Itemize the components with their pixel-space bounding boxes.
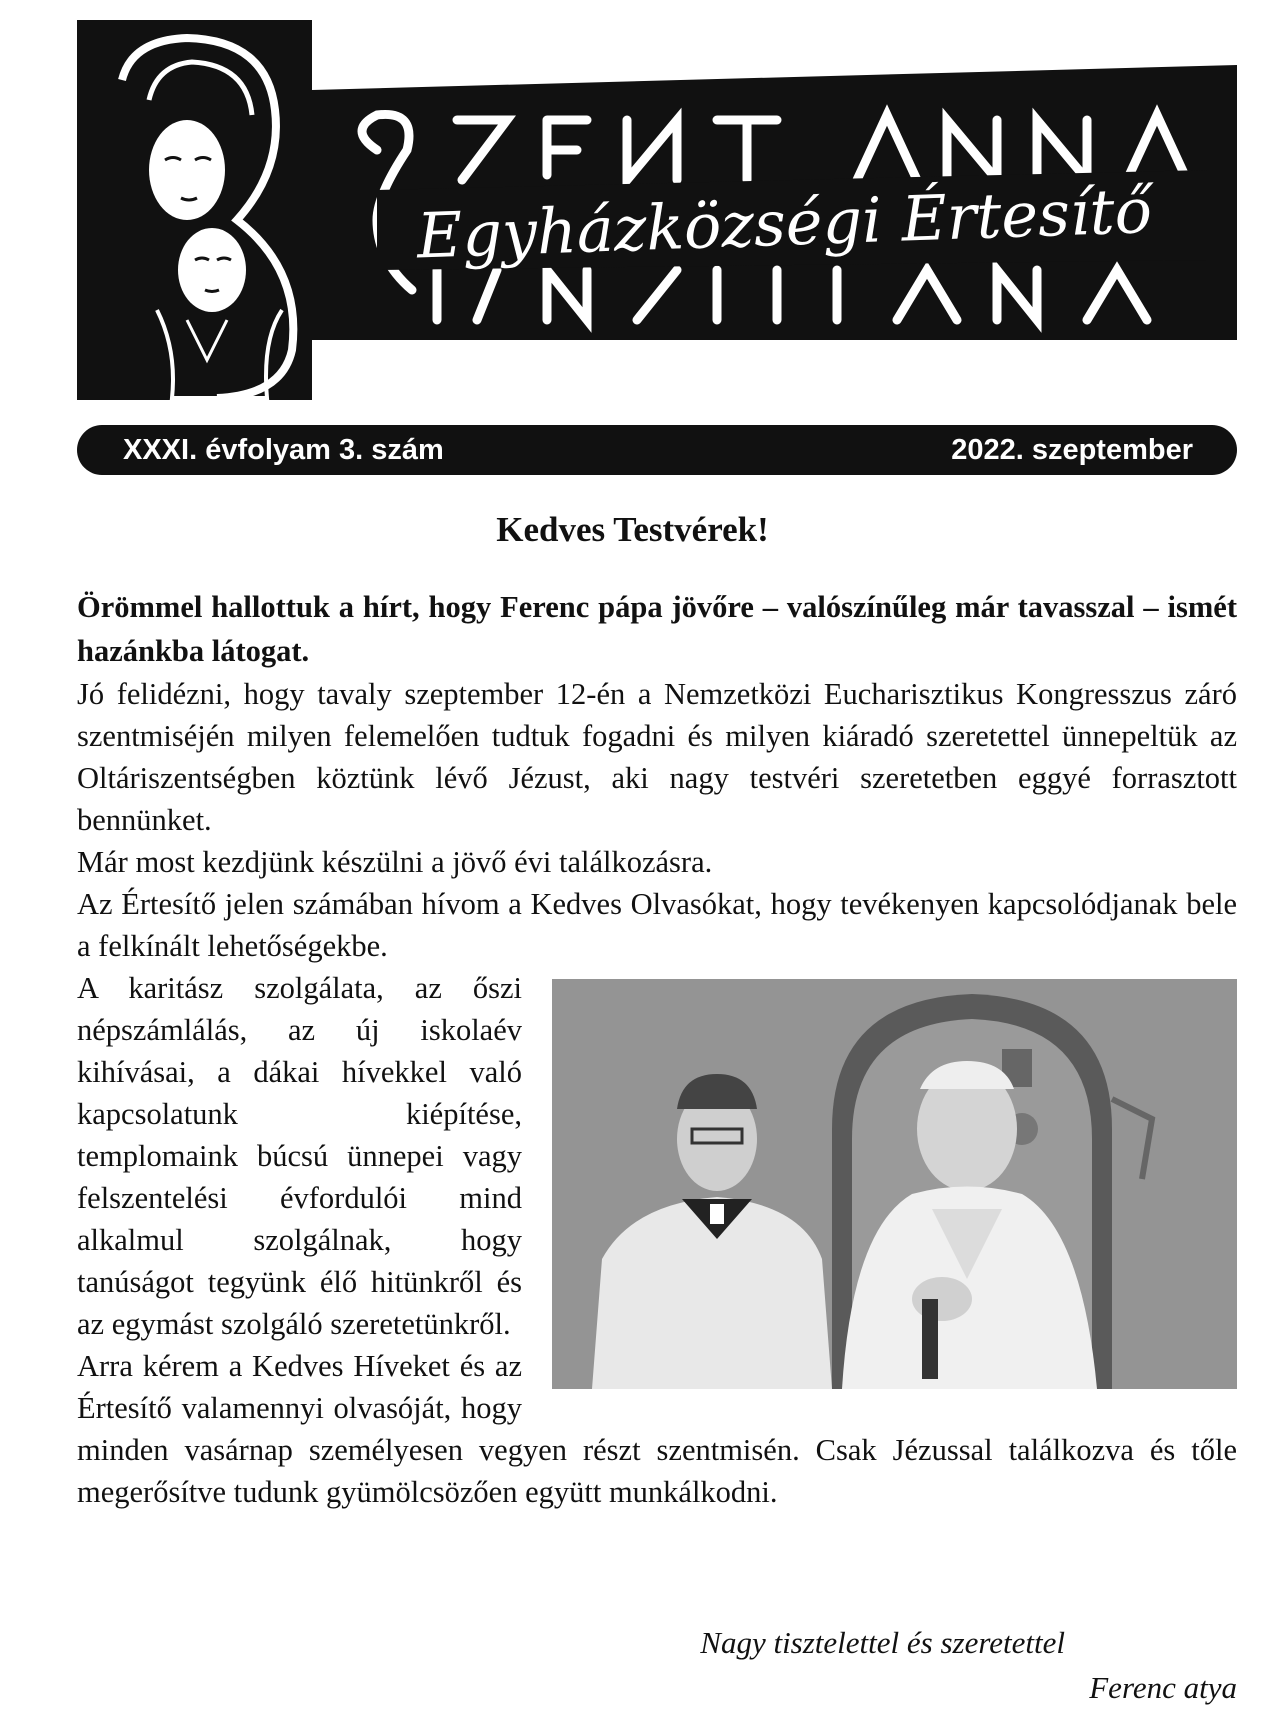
article-paragraph-5: Arra kérem a Kedves Híveket és az Értesítő valamennyi olvasóját, hogy minden vasárnap személyesen vegyen részt szentmisén. Csak Jézussal találkozva és tőle megerősítve tudunk gyümölcsözően együtt munkálkodni.	[77, 1349, 1237, 1509]
greeting-heading: Kedves Testvérek!	[496, 510, 769, 549]
signature: Ferenc atya	[1089, 1670, 1237, 1705]
pope-photo	[552, 979, 1237, 1389]
issue-date: 2022. szeptember	[951, 434, 1193, 466]
article-paragraph-3: Az Értesítő jelen számában hívom a Kedves Olvasókat, hogy tevékenyen kapcsolódjanak bele a felkínált lehetőségekbe.	[77, 887, 1237, 963]
issue-bar	[77, 425, 1237, 475]
masthead-subtitle: Egyházközségi Értesítő	[415, 173, 1154, 273]
masthead	[77, 20, 1237, 400]
pope-photo-image	[552, 979, 1237, 1389]
article-paragraph-2: Már most kezdjünk készülni a jövő évi találkozásra.	[77, 845, 713, 879]
issue-volume: XXXI. évfolyam 3. szám	[123, 434, 444, 466]
closing-line: Nagy tisztelettel és szeretettel	[700, 1625, 1065, 1660]
article-paragraph-1: Jó felidézni, hogy tavaly szeptember 12-én a Nemzetközi Eucharisztikus Kongresszus záró szentmiséjén milyen felemelően tudtuk fogadni és milyen kiáradó szeretettel ünnepeltük az Oltáriszentségben köztünk lévő Jézust, aki nagy testvéri szeretetben eggyé forrasztott bennünket.	[77, 677, 1237, 837]
article-paragraph-4: A karitász szolgálata, az őszi népszámlálás, az új iskolaév kihívásai, a dákai hívekkel való kapcsolatunk kiépítése, templomaink búcsú ünnepei vagy felszentelési évfordulói mind alkalmul szolgálnak, hogy tanúságot tegyünk élő hitünkről és az egymást szolgáló szeretetünkről.	[77, 971, 522, 1341]
lead-paragraph: Örömmel hallottuk a hírt, hogy Ferenc pápa jövőre – valószínűleg már tavasszal – ismét hazánkba látogat.	[77, 590, 1237, 668]
masthead-logo	[77, 20, 1237, 400]
article-body	[77, 585, 1237, 1513]
